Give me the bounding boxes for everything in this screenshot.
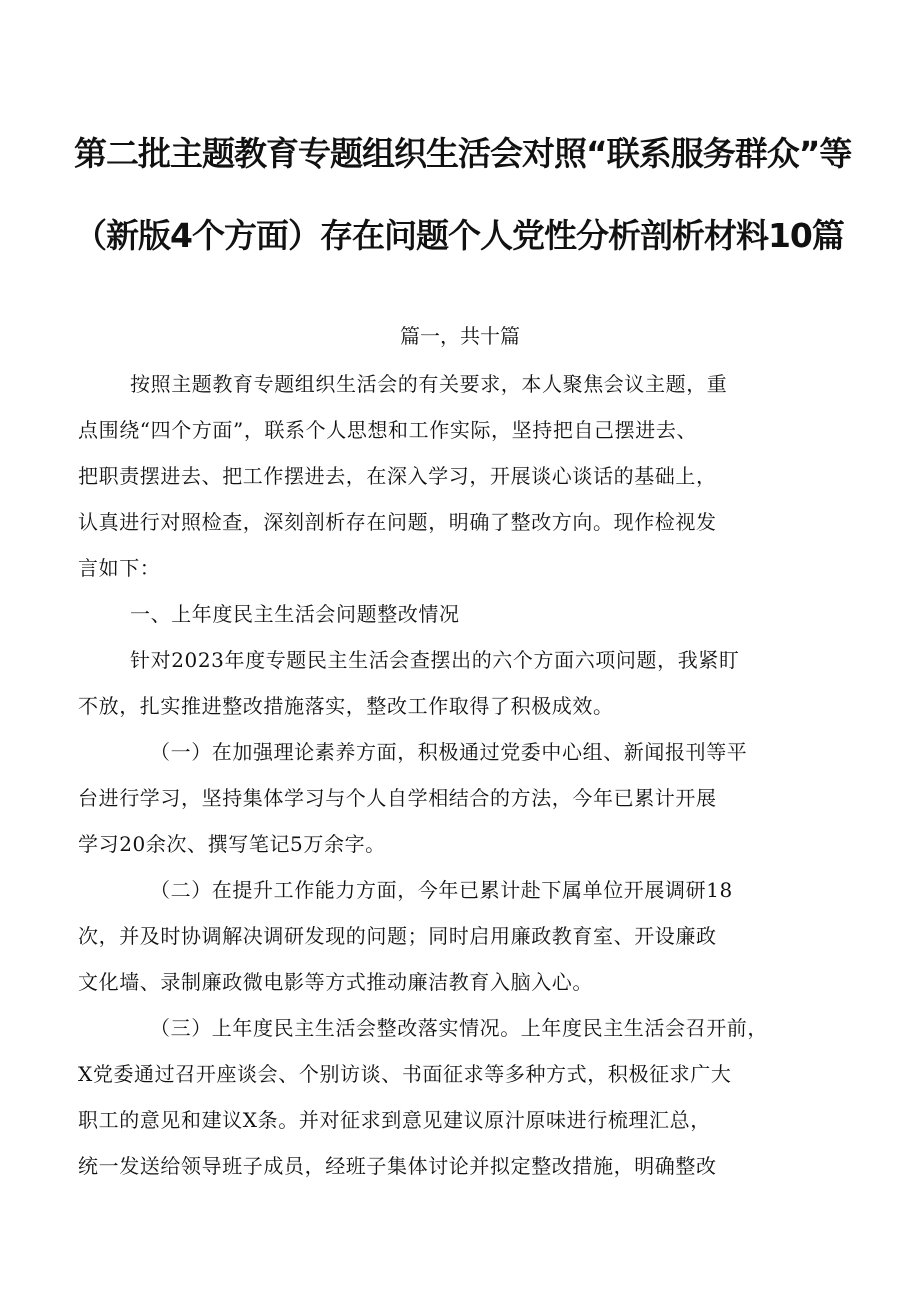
body-line: 统一发送给领导班子成员，经班子集体讨论并拟定整改措施，明确整改 [78,1154,717,1178]
body-line: 按照主题教育专题组织生活会的有关要求，本人聚焦会议主题，重 [130,372,728,396]
body-line: X党委通过召开座谈会、个别访谈、书面征求等多种方式，积极征求广大 [78,1062,732,1086]
section-subtitle: 篇一，共十篇 [400,324,520,348]
body-line: 针对2023年度专题民主生活会查摆出的六个方面六项问题，我紧盯 [130,648,740,672]
body-line: 学习20余次、撰写笔记5万余字。 [78,832,386,856]
section-heading: 一、上年度民主生活会问题整改情况 [130,602,460,626]
body-line: 台进行学习，坚持集体学习与个人自学相结合的方法，今年已累计开展 [78,786,717,810]
document-title-line-1: 第二批主题教育专题组织生活会对照“联系服务群众”等 [74,134,852,173]
body-line: 职工的意见和建议X条。并对征求到意见建议原汁原味进行梳理汇总， [78,1108,711,1132]
body-line: 把职责摆进去、把工作摆进去，在深入学习，开展谈心谈话的基础上， [78,464,717,488]
body-line: 次，并及时协调解决调研发现的问题；同时启用廉政教育室、开设廉政 [78,924,717,948]
body-line: 文化墙、录制廉政微电影等方式推动廉洁教育入脑入心。 [78,970,593,994]
body-line: （三）上年度民主生活会整改落实情况。上年度民主生活会召开前， [150,1016,768,1040]
body-line: 认真进行对照检查，深刻剖析存在问题，明确了整改方向。现作检视发 [78,510,717,534]
body-line: （二）在提升工作能力方面，今年已累计赴下属单位开展调研18 [150,878,733,902]
body-line: 言如下： [78,556,161,580]
document-title-line-2: （新版4个方面）存在问题个人党性分析剖析材料10篇 [74,216,844,255]
body-line: 点围绕“四个方面”，联系个人思想和工作实际，坚持把自己摆进去、 [78,418,698,442]
body-line: 不放，扎实推进整改措施落实，整改工作取得了积极成效。 [78,694,614,718]
body-line: （一）在加强理论素养方面，积极通过党委中心组、新闻报刊等平 [150,740,748,764]
